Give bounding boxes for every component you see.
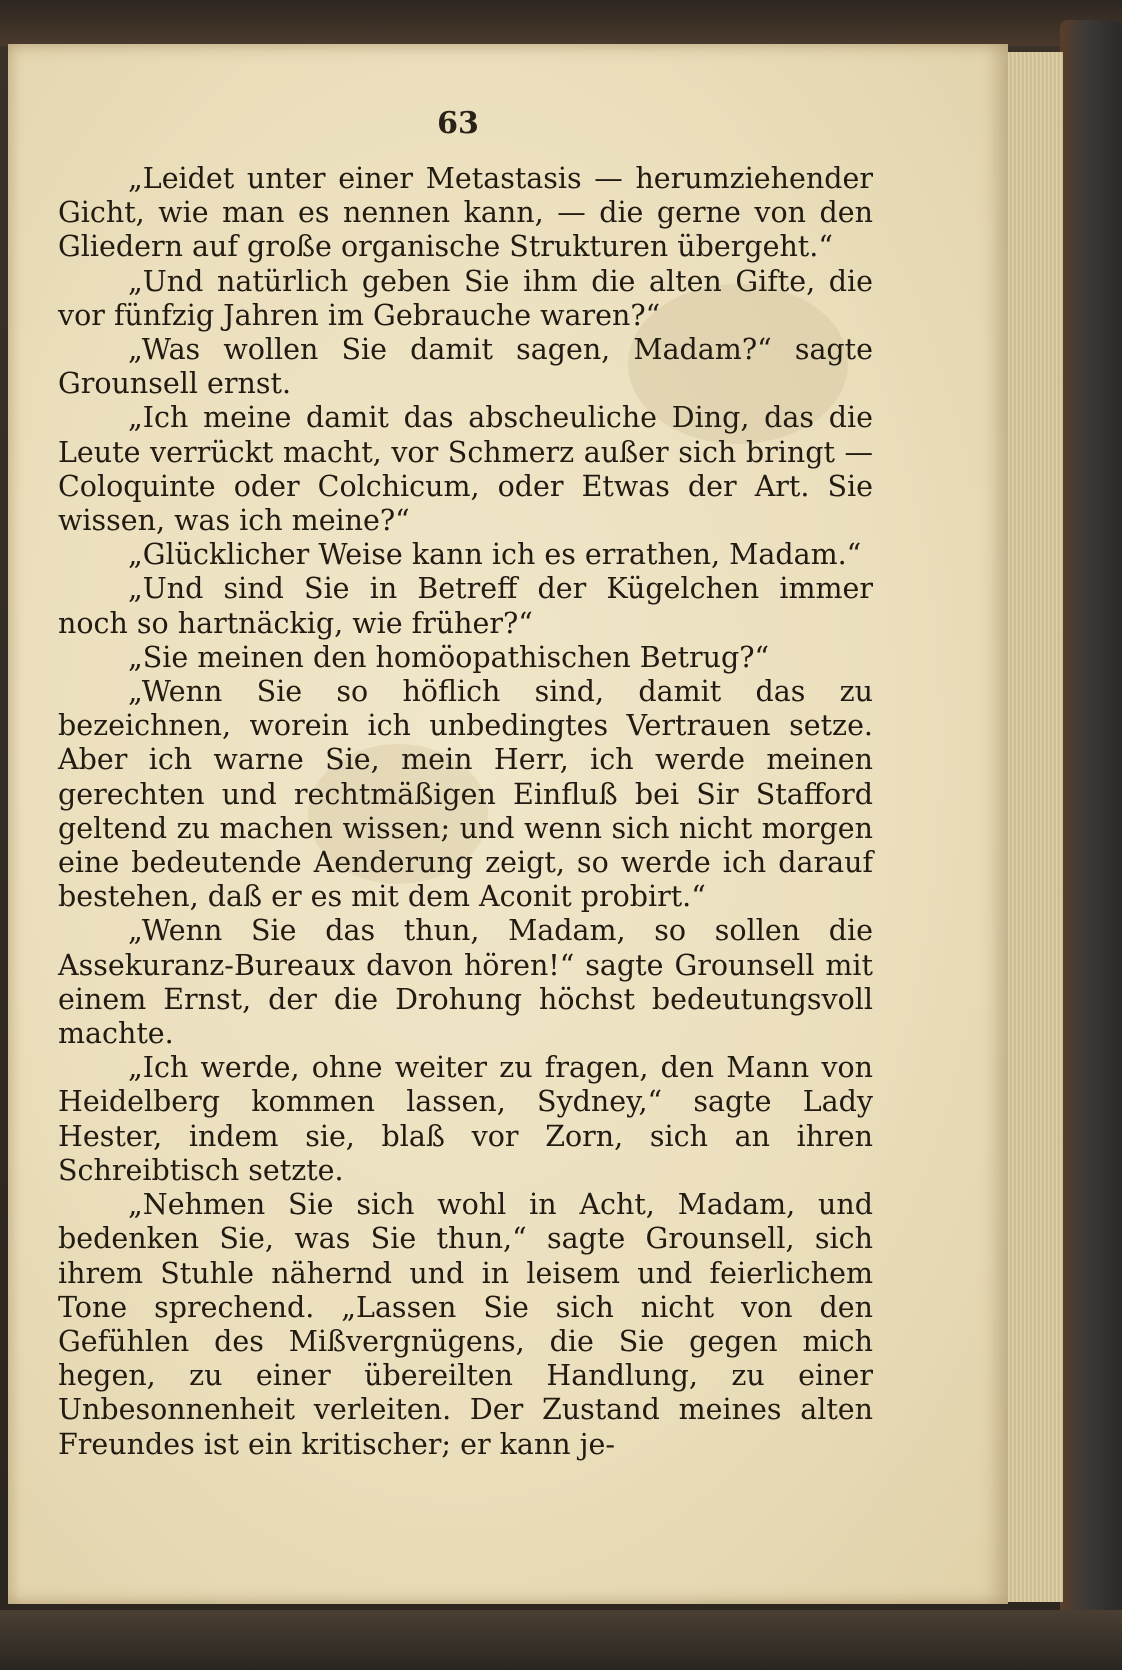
- page-edges: [1000, 52, 1063, 1602]
- book-cover-top: [0, 0, 1122, 46]
- book-page: [8, 44, 1008, 1604]
- book-cover-bottom: [0, 1610, 1122, 1670]
- paragraph: „Ich werde, ohne weiter zu fragen, den Mann von Heidelberg kommen lassen, Sydney,“ sagte Lady Hester, indem sie, blaß vor Zorn, sich an ihren Schreibtisch setzte.: [58, 1051, 873, 1187]
- book-cover-right: [1060, 20, 1122, 1640]
- paragraph: „Sie meinen den homöopathischen Betrug?“: [128, 640, 770, 674]
- paragraph: „Was wollen Sie damit sagen, Madam?“ sagte Grounsell ernst.: [58, 333, 873, 401]
- page-number: 63: [437, 106, 479, 141]
- paragraph: „Wenn Sie das thun, Madam, so sollen die Assekuranz-Bureaux davon hören!“ sagte Grounsell mit einem Ernst, der die Drohung höchst bedeutungsvoll machte.: [58, 914, 873, 1051]
- paragraph: „Wenn Sie so höflich sind, damit das zu bezeichnen, worein ich unbedingtes Vertrauen setze. Aber ich warne Sie, mein Herr, ich werde meinen gerechten und rechtmäßigen Einfluß bei Sir Stafford geltend zu machen wissen; und wenn sich nicht morgen eine bedeutende Aenderung zeigt, so werde ich darauf bestehen, daß er es mit dem Aconit probirt.“: [58, 675, 873, 914]
- page-text: [58, 162, 873, 1462]
- paragraph: „Glücklicher Weise kann ich es errathen, Madam.“: [128, 538, 862, 572]
- paragraph: „Und natürlich geben Sie ihm die alten Gifte, die vor fünfzig Jahren im Gebrauche waren?“: [58, 264, 873, 332]
- paragraph: „Leidet unter einer Metastasis — herumziehender Gicht, wie man es nennen kann, — die gerne von den Gliedern auf große organische Strukturen übergeht.“: [58, 162, 873, 264]
- paragraph: „Nehmen Sie sich wohl in Acht, Madam, und bedenken Sie, was Sie thun,“ sagte Grounsell, sich ihrem Stuhle nähernd und in leisem und feierlichem Tone sprechend. „Lassen Sie sich nicht von den Gefühlen des Mißvergnügens, die Sie gegen mich hegen, zu einer übereilten Handlung, zu einer Unbesonnenheit verleiten. Der Zustand meines alten Freundes ist ein kritischer; er kann je-: [58, 1188, 873, 1461]
- paragraph: „Ich meine damit das abscheuliche Ding, das die Leute verrückt macht, vor Schmerz außer sich bringt — Coloquinte oder Colchicum, oder Etwas der Art. Sie wissen, was ich meine?“: [58, 401, 873, 538]
- paragraph: „Und sind Sie in Betreff der Kügelchen immer noch so hartnäckig, wie früher?“: [58, 572, 873, 640]
